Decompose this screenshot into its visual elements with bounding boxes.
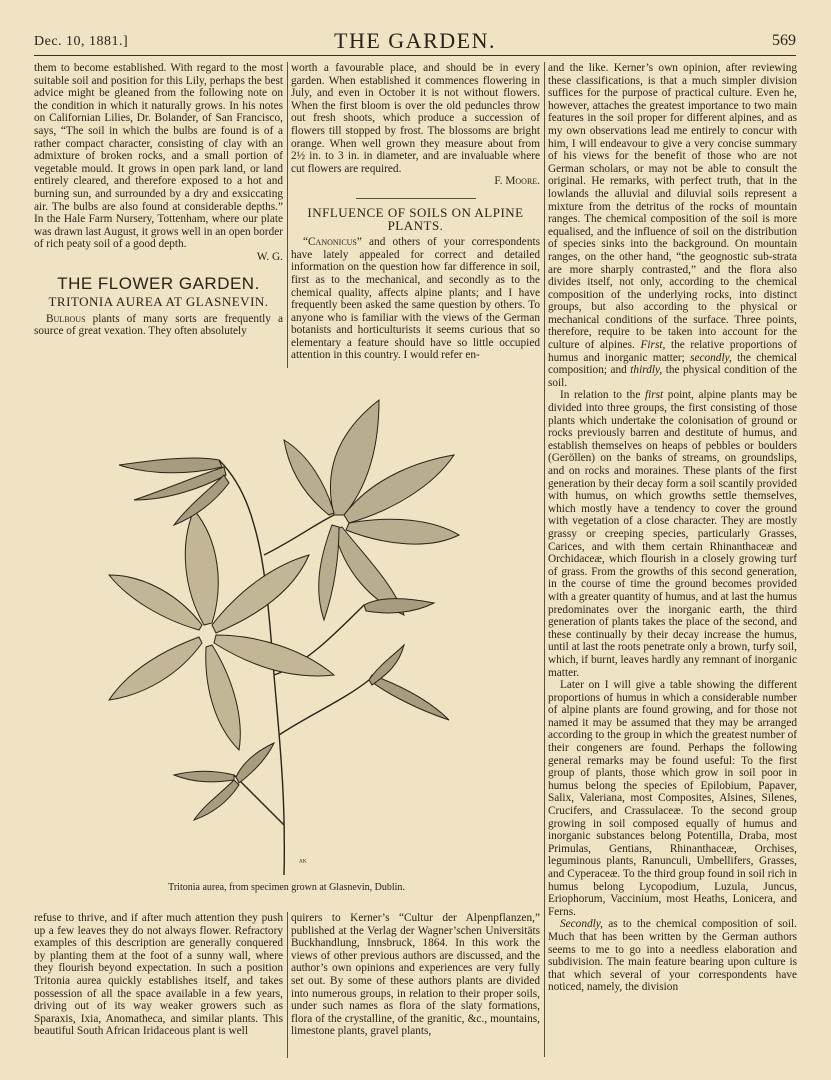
engraver-mark: ᴬᴷ bbox=[299, 857, 307, 867]
chemical-paragraph: Secondly, as to the chemical composition of soil. Much that has been written by the German authors seems to me to go into a needless elaboration and subdivision. The main feature bearing upon culture is that which several of your correspondents have noticed, namely, the division bbox=[548, 918, 797, 994]
article-title-soils: INFLUENCE OF SOILS ON ALPINE PLANTS. bbox=[307, 204, 524, 233]
column-1-bottom bbox=[34, 912, 283, 1058]
column-2-bottom bbox=[291, 912, 540, 1058]
tritonia-continued: worth a favourable place, and should be in every garden. When established it commences flowering in July, and even in October it is not without flowers. When the first bloom is over the old peduncles throw out fresh shoots, which produce a succession of flowers till stopped by frost. The blossoms are bright orange. When well grown they measure about from 2½ in. to 3 in. in diameter, and are invaluable where cut flowers are required. F. Moore. bbox=[291, 62, 540, 188]
article-title-tritonia: TRITONIA AUREA AT GLASNEVIN. bbox=[48, 294, 269, 310]
kerner-paragraph: and the like. Kerner’s own opinion, after reviewing these classifications, is that a much simpler division suffices for the purpose of practical culture. Even he, however, attaches the greatest importance to two main features in the soil proper for different alpines, and as my own observations lead me entirely to concur with him, I will endeavour to give a very concise summary of his views for the benefit of those who are not German scholars, or may not be able to consult the original. He remarks, with perfect truth, that in the lowlands the alluvial and diluvial soils represent a mixture from the detritus of the rocks of mountain ranges. The chemical composition of the soil is more equalised, and the influence of soil on the distribution of species sinks into the background. On mountain ranges, on the other hand, “the geognostic sub-strata are more sharply contrasted,” and the flora also divides itself, not only, according to the chemical composition of the underlying rocks, into distinct groups, but also according to the physical or mechanical conditions of the surface. Three points, therefore, require to be taken into account for the culture of alpines. First, the relative proportions of humus and inorganic matter; secondly, the chemical composition; and thirdly, the physical condition of the soil. bbox=[548, 62, 797, 389]
page-header bbox=[34, 28, 796, 54]
publication-title: THE GARDEN. bbox=[334, 28, 496, 53]
table-paragraph: Later on I will give a table showing the different proportions of humus in which a considerable number of alpine plants are found growing, and for those not named it may be assumed that they may be arranged according to the group in which the greatest number of their congeners are found. Perhaps the following general remarks may be found useful: To the first group of plants, those which grow in soil poor in humus belong the species of Epilobium, Papaver, Salix, Valeriana, most Composites, Alsines, Silenes, Crucifers, and Crassulaceæ. To the second group growing in soil composed equally of humus and inorganic substances belong Potentilla, Draba, most Primulas, Gentians, Rhinanthaceæ, Orchises, leguminous plants, Ranunculi, Umbellifers, Grasses, and Cyperaceæ. To the third group found in soil rich in humus belong Lycopodium, Luzula, Juncus, Eriophorum, Vaccinium, most Heaths, Lonicera, and Ferns. bbox=[548, 679, 797, 918]
column-2-top bbox=[291, 62, 540, 368]
side-stem-bottom bbox=[234, 775, 284, 825]
tritonia-intro: Bulbous plants of many sorts are frequently a source of great vexation. They often absolutely bbox=[34, 312, 283, 338]
article-divider bbox=[356, 198, 476, 199]
figure-caption: Tritonia aurea, from specimen grown at Glasnevin, Dublin. bbox=[168, 882, 405, 893]
flower-left bbox=[109, 510, 334, 750]
signature-wg: W. G. bbox=[256, 250, 283, 263]
side-stem-lower bbox=[279, 680, 369, 735]
column-separator bbox=[287, 912, 288, 1058]
lily-paragraph: them to become established. With regard to the most suitable soil and position for this Lily, perhaps the best advice might be gleaned from the following note on the condition in which it naturally grows. In his notes on Californian Lilies, Dr. Bolander, of San Francisco, says, “The soil in which the bulbs are found is of a rather compact character, consisting of clay with an admixture of broken rocks, and a small portion of vegetable mould. It grows in open park land, or land entirely cleared, and therefore exposed to a hot and burning sun, and surrounded by a dry and exsiccating air. The bulbs are also found at considerable depths.” In the Hale Farm Nursery, Tottenham, where our plate was drawn last August, it grows well in an open border of rich peaty soil of a good depth. W. G. bbox=[34, 62, 283, 263]
header-rule bbox=[34, 55, 796, 56]
issue-date: Dec. 10, 1881.] bbox=[34, 34, 129, 49]
column-separator bbox=[544, 62, 545, 1057]
soils-intro: “Canonicus” and others of your correspondents have lately appealed for correct and detailed information on the question how far difference in soil, first as to the mechanical, and secondly as to the chemical quality, affects alpine plants; and I have frequently been asked the same question by others. To anyone who is familiar with the views of the German botanists and horticulturists it seems curious that so elementary a feature should have so little occupied attention in this country. I would refer en- bbox=[291, 236, 540, 362]
tritonia-illustration bbox=[34, 375, 539, 885]
kerner-reference-paragraph: quirers to Kerner’s “Cultur der Alpenpflanzen,” published at the Verlag der Wagner’schen Universitäts Buckhandlung, Innsbruck, 1864. In this work the views of other previous authors are discussed, and the author’s own opinions and experiences are very fully set out. By some of these authors plants are divided into numerous groups, in relation to their proper soils, under such names as flora of the slaty formations, flora of the crystalline, of the granitic, &c., mountains, limestone plants, gravel plants, bbox=[291, 912, 540, 1038]
page-number: 569 bbox=[772, 32, 796, 49]
section-title: THE FLOWER GARDEN. bbox=[57, 273, 260, 293]
column-separator bbox=[287, 62, 288, 368]
signature-moore: F. Moore. bbox=[494, 175, 540, 188]
column-3 bbox=[548, 62, 797, 1057]
tritonia-thrive-paragraph: refuse to thrive, and if after much attention they push up a few leaves they do not always flower. Refractory examples of this description are generally conquered by planting them at the foot of a sunny wall, where they flourish beyond expectation. In such a position Tritonia aurea quickly establishes itself, and takes possession of all the space available in a few years, driving out of its way weaker growers such as Sparaxis, Ixia, Anomatheca, and similar plants. This beautiful South African Iridaceous plant is well bbox=[34, 912, 283, 1038]
side-stem-upper bbox=[264, 515, 334, 555]
flower-upper-right bbox=[284, 400, 459, 620]
flower-buds bbox=[119, 458, 449, 820]
column-1-top bbox=[34, 62, 283, 368]
humus-groups-paragraph: In relation to the first point, alpine plants may be divided into three groups, the first consisting of those plants which undertake the colonisation of ground or rocks previously barren and destitute of humus, and establish themselves on heaps of pebbles or boulders (Geröllen) on the banks of streams, on groundslips, and on rocks and moraines. These plants of the first generation by their decay form a soil scantily provided with humus, on which growths settle themselves, which mostly have a tendency to cover the ground with vegetation of a close character. They are mostly grassy or creeping species, particularly Grasses, Carices, and with them certain Rhinanthaceæ and Orchidaceæ, which flourish in a closely growing turf of grass. From the growths of this second generation, in the course of time the ground becomes provided with a greater quantity of humus, and at last the humus predominates over the inorganic earth, the third generation of plants takes the place of the second, and these continually by their decay increase the humus, until at last the roots penetrate only a brown, turfy soil, which, if burnt, leaves hardly any remnant of inorganic matter. bbox=[548, 389, 797, 679]
